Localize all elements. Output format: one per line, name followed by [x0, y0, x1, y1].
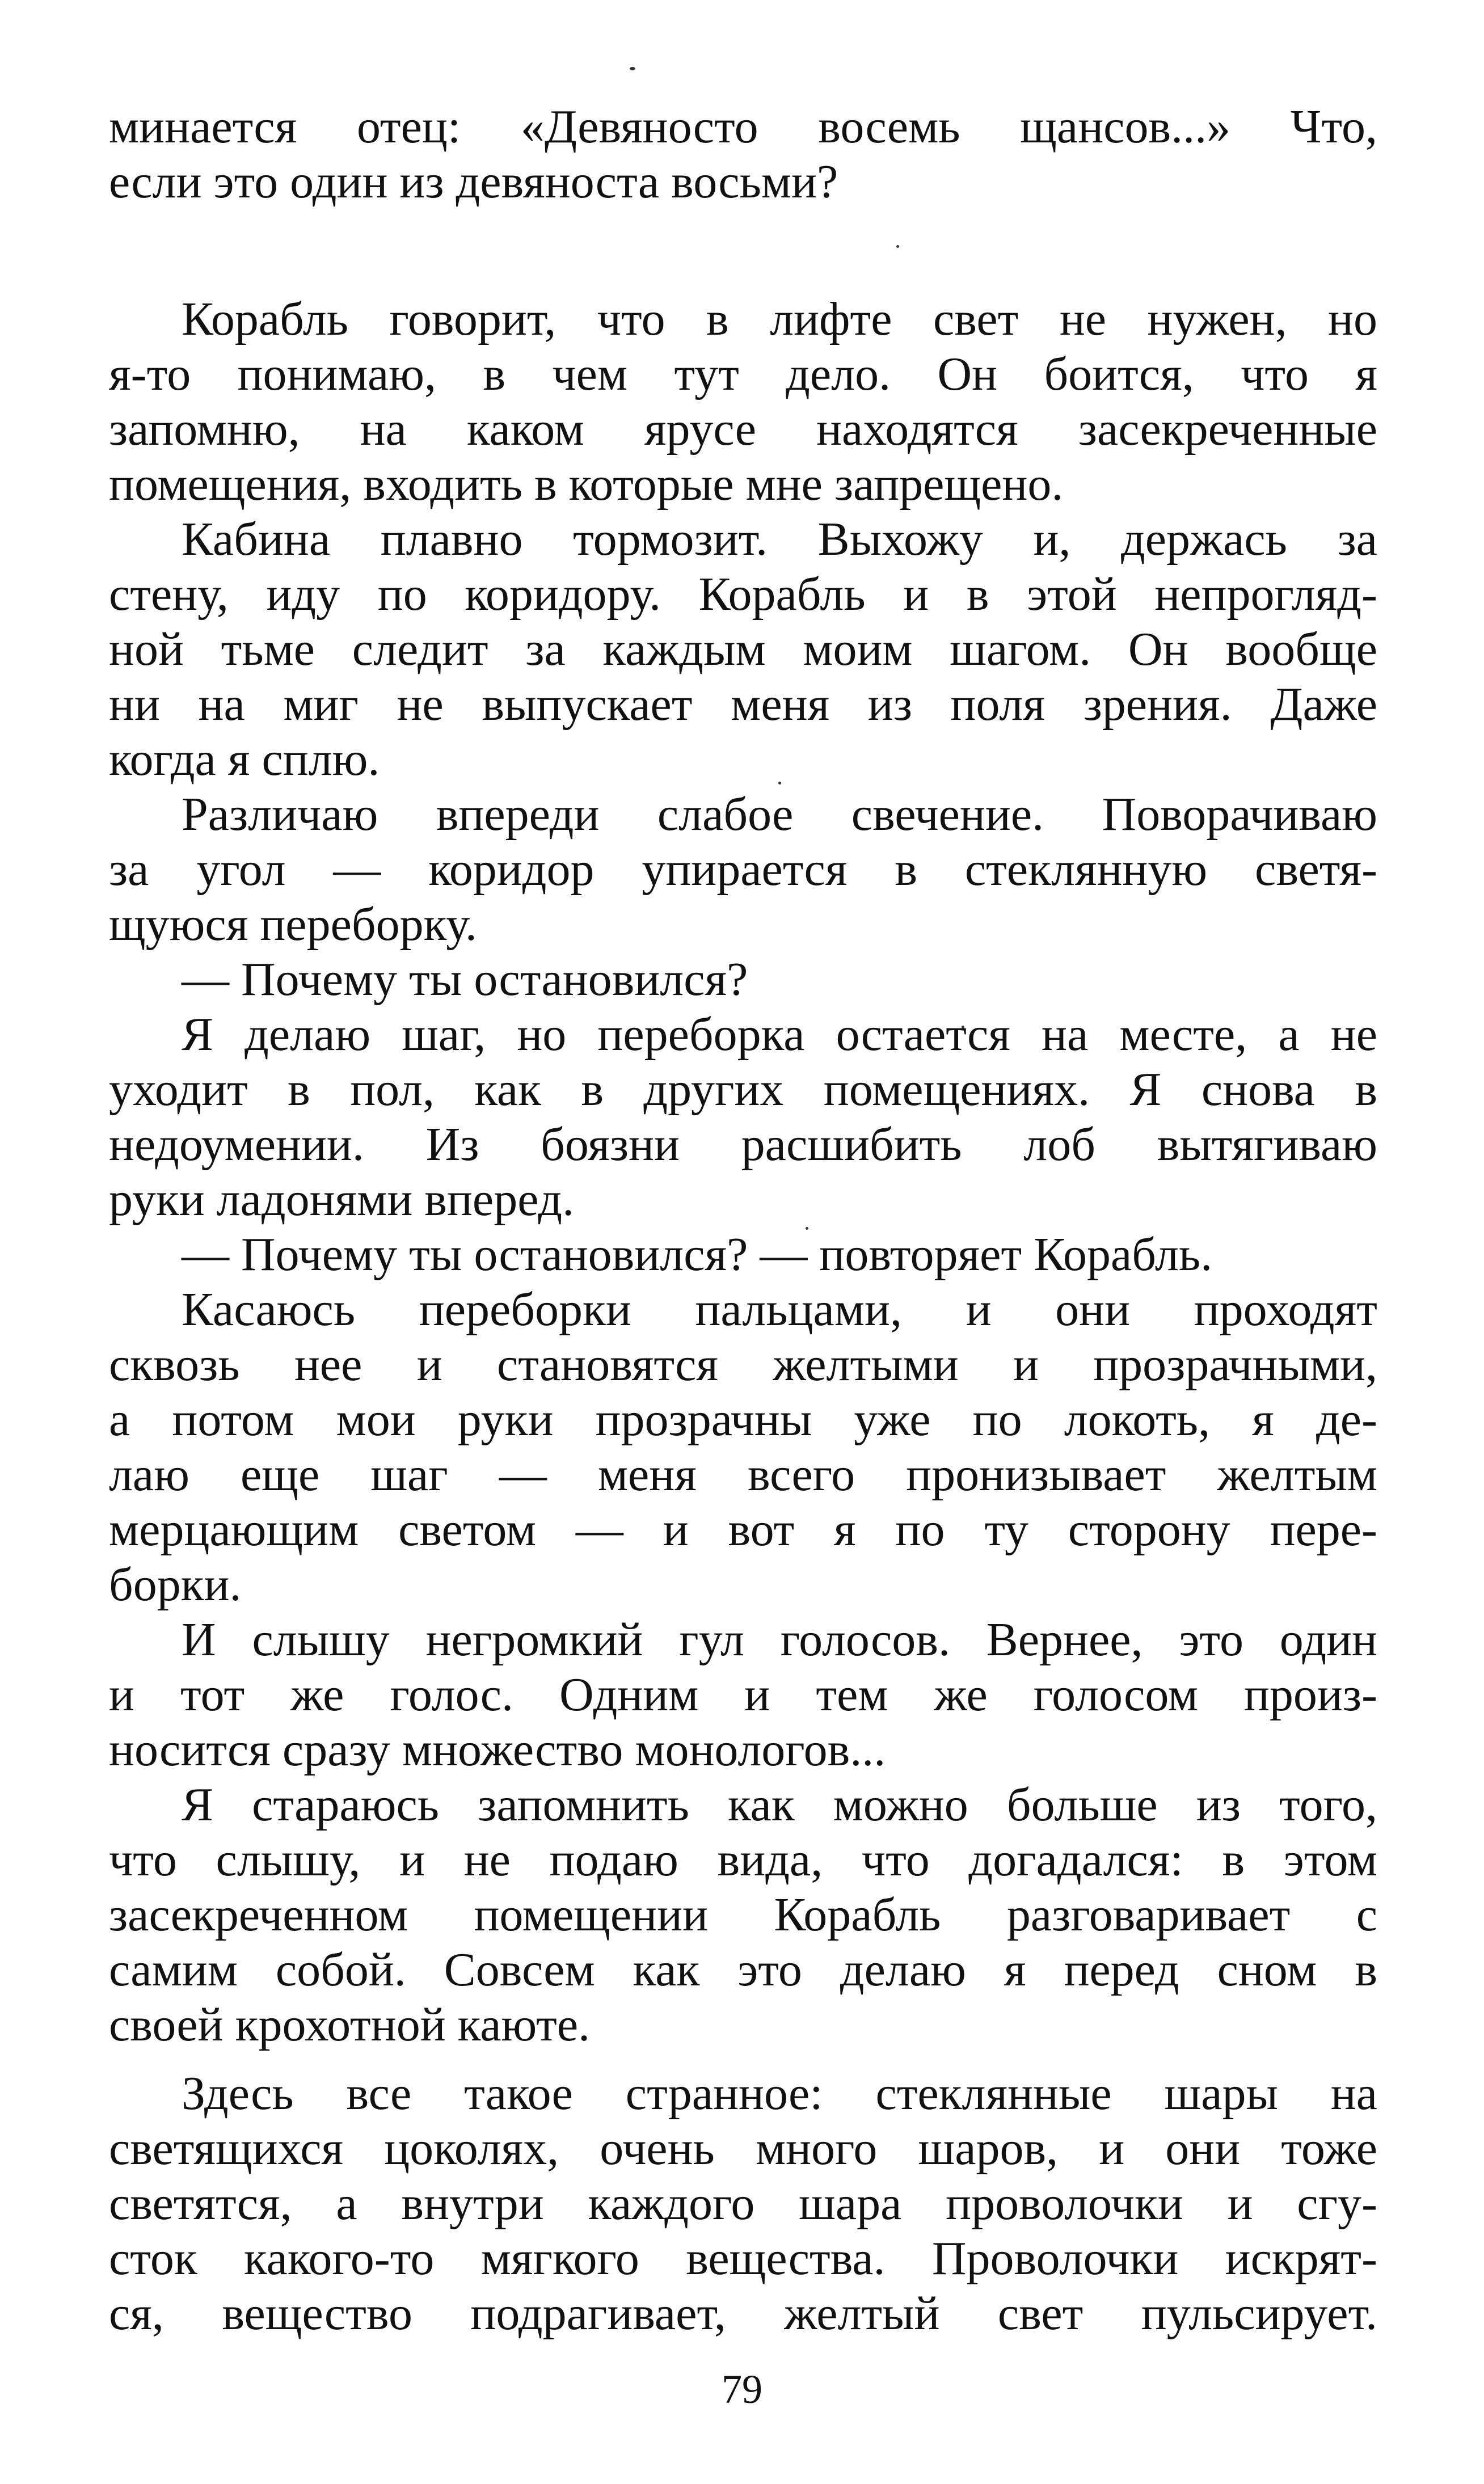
- text-line: я-то понимаю, в чем тут дело. Он боится, что я: [109, 348, 1377, 400]
- paragraph: [109, 2066, 1377, 2341]
- text-line: Касаюсь переборки пальцами, и они проходят: [182, 1283, 1377, 1336]
- text-line: минается отец: «Девяносто восемь щансов...» Что,: [109, 100, 1377, 153]
- paragraph: [109, 1612, 1377, 1777]
- paragraph-dialogue: [109, 952, 1377, 1007]
- text-line: Различаю впереди слабое свечение. Поворачиваю: [182, 788, 1377, 841]
- paragraph: [109, 99, 1377, 209]
- text-line: — Почему ты остановился?: [182, 953, 748, 1006]
- paragraph: [109, 292, 1377, 512]
- paragraph: [109, 1282, 1377, 1612]
- text-line: помещения, входить в которые мне запрещено.: [109, 458, 1064, 511]
- text-line: ной тьме следит за каждым моим шагом. Он вообще: [109, 623, 1377, 676]
- text-line: сток какого-то мягкого вещества. Проволочки искрят-: [109, 2232, 1377, 2285]
- text-line: мерцающим светом — и вот я по ту сторону пере-: [109, 1503, 1377, 1556]
- text-line: ни на миг не выпускает меня из поля зрения. Даже: [109, 678, 1377, 731]
- text-line: самим собой. Совсем как это делаю я перед сном в: [109, 1943, 1377, 1996]
- text-line: недоумении. Из боязни расшибить лоб вытягиваю: [109, 1118, 1377, 1171]
- text-line: И слышу негромкий гул голосов. Вернее, это один: [182, 1613, 1377, 1666]
- text-line: светятся, а внутри каждого шара проволочки и сгу-: [109, 2177, 1377, 2230]
- text-line: ся, вещество подрагивает, желтый свет пульсирует.: [109, 2287, 1377, 2340]
- text-line: своей крохотной каюте.: [109, 1998, 591, 2051]
- paragraph-dialogue: [109, 1227, 1377, 1282]
- text-line: Я стараюсь запомнить как можно больше из того,: [182, 1778, 1377, 1831]
- text-line: что слышу, и не подаю вида, что догадался: в этом: [109, 1833, 1377, 1886]
- text-line: борки.: [109, 1558, 242, 1611]
- text-line: когда я сплю.: [109, 733, 380, 786]
- paragraph: [109, 512, 1377, 787]
- text-line: и тот же голос. Одним и тем же голосом произ-: [109, 1668, 1377, 1721]
- text-line: руки ладонями вперед.: [109, 1173, 575, 1226]
- text-line: щуюся переборку.: [109, 898, 477, 951]
- text-line: Я делаю шаг, но переборка остается на месте, а не: [182, 1008, 1377, 1061]
- paragraph: [109, 1007, 1377, 1227]
- paragraph: [109, 787, 1377, 952]
- text-line: Корабль говорит, что в лифте свет не нужен, но: [182, 293, 1377, 345]
- text-line: а потом мои руки прозрачны уже по локоть, я де-: [109, 1393, 1377, 1446]
- text-line: светящихся цоколях, очень много шаров, и они тоже: [109, 2122, 1377, 2175]
- text-line: Здесь все такое странное: стеклянные шары на: [182, 2067, 1377, 2120]
- text-line: лаю еще шаг — меня всего пронизывает желтым: [109, 1448, 1377, 1501]
- text-line: за угол — коридор упирается в стеклянную светя-: [109, 843, 1377, 896]
- paragraph: [109, 1777, 1377, 2052]
- text-line: сквозь нее и становятся желтыми и прозрачными,: [109, 1338, 1377, 1391]
- print-speck: [630, 67, 635, 70]
- text-line: если это один из девяноста восьми?: [109, 155, 838, 208]
- page-number: 79: [722, 2367, 762, 2412]
- text-line: Кабина плавно тормозит. Выхожу и, держась за: [182, 513, 1377, 566]
- body-text: [109, 99, 1377, 2341]
- text-line: уходит в пол, как в других помещениях. Я снова в: [109, 1063, 1377, 1116]
- text-line: — Почему ты остановился? — повторяет Корабль.: [182, 1228, 1213, 1281]
- text-line: засекреченном помещении Корабль разговаривает с: [109, 1888, 1377, 1941]
- text-line: стену, иду по коридору. Корабль и в этой непрогляд-: [109, 568, 1377, 621]
- text-line: носится сразу множество монологов...: [109, 1723, 886, 1776]
- text-line: запомню, на каком ярусе находятся засекреченные: [109, 403, 1377, 456]
